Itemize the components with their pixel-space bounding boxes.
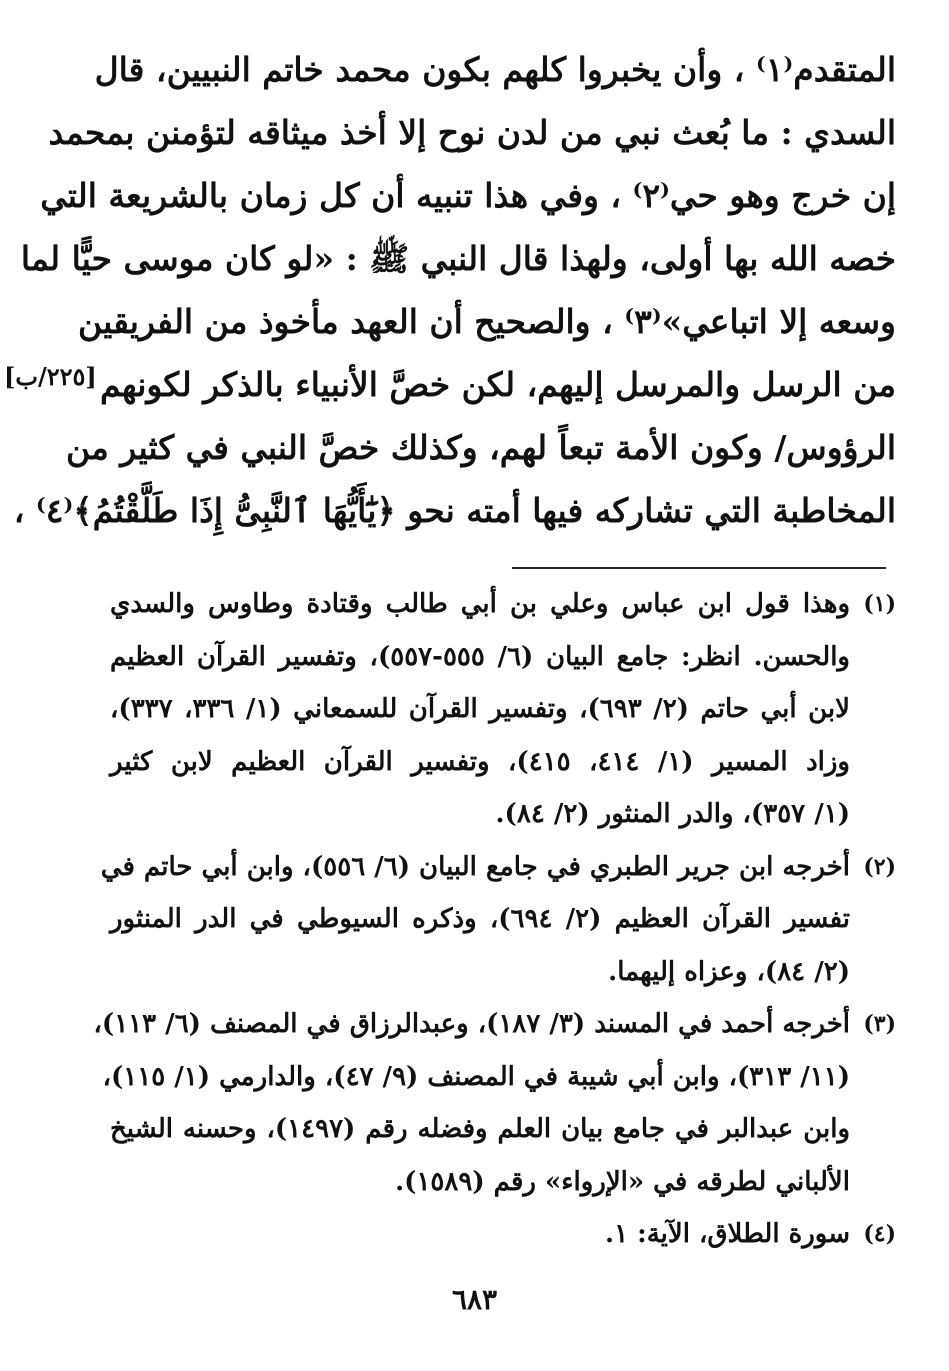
page-number: ٦٨٣ — [451, 1283, 498, 1316]
footnote-line: والحسن. انظر: جامع البيان (٦/ ٥٥٥-٥٥٧)، وتفسير القرآن العظيم — [110, 641, 850, 672]
footnote-number: (٤) — [863, 1221, 896, 1247]
footnote-line: (١/ ٣٥٧)، والدر المنثور (٢/ ٨٤). — [495, 799, 850, 829]
footnote-line: (١١/ ٣١٣)، وابن أبي شيبة في المصنف (٩/ ٤٧)، والدارمي (١/ ١١٥)، — [102, 1061, 850, 1092]
main-line: خصه الله بها أولى، ولهذا قال النبي ﷺ : «لو كان موسى حيًّا لما — [20, 239, 896, 278]
footnote-number: (١) — [863, 591, 896, 617]
footnote-line: الألباني لطرقه في «الإرواء» رقم (١٥٨٩). — [395, 1166, 850, 1197]
footnote-line: وهذا قول ابن عباس وعلي بن أبي طالب وقتادة وطاوس والسدي — [110, 589, 851, 619]
main-line: المتقدم⁽١⁾ ، وأن يخبروا كلهم بكون محمد خاتم النبيين، قال — [94, 50, 896, 89]
footnote-line: أخرجه ابن جرير الطبري في جامع البيان (٦/ ٥٥٦)، وابن أبي حاتم في — [100, 851, 850, 882]
footnote-line: وزاد المسير (١/ ٤١٤، ٤١٥)، وتفسير القرآن العظيم لابن كثير — [110, 746, 850, 777]
footnote-line: سورة الطلاق، الآية: ١. — [605, 1219, 850, 1249]
footnote-line: (٢/ ٨٤)، وعزاه إليهما. — [608, 956, 850, 987]
footnote-separator — [512, 567, 886, 569]
manuscript-folio-marker: [٢٢٥/ب] — [4, 362, 97, 391]
footnotes — [93, 578, 896, 1261]
footnote-line: وابن عبدالبر في جامع بيان العلم وفضله رقم (١٤٩٧)، وحسنه الشيخ — [110, 1114, 850, 1144]
main-line: المخاطبة التي تشاركه فيها أمته نحو ﴿يَٰٓأَيُّهَا ٱلنَّبِىُّ إِذَا طَلَّقْتُمُ﴾⁽٤⁾ ، — [13, 491, 896, 530]
footnote-1 — [110, 578, 896, 841]
footnote-number: (٣) — [863, 1011, 896, 1037]
footnote-2 — [100, 841, 896, 999]
main-line: من الرسل والمرسل إليهم، لكن خصَّ الأنبياء بالذكر لكونهم — [100, 365, 896, 404]
footnote-4 — [110, 1208, 896, 1261]
main-line: إن خرج وهو حي⁽٢⁾ ، وفي هذا تنبيه أن كل زمان بالشريعة التي — [40, 176, 896, 215]
footnote-line: أخرجه أحمد في المسند (٣/ ١٨٧)، وعبدالرزاق في المصنف (٦/ ١١٣)، — [93, 1009, 850, 1039]
main-line: السدي : ما بُعث نبي من لدن نوح إلا أخذ ميثاقه لتؤمنن بمحمد — [48, 113, 896, 152]
main-line: الرؤوس/ وكون الأمة تبعاً لهم، وكذلك خصَّ النبي في كثير من — [65, 428, 896, 467]
footnote-number: (٢) — [863, 853, 896, 880]
footnote-line: لابن أبي حاتم (٢/ ٦٩٣)، وتفسير القرآن للسمعاني (١/ ٣٣٦، ٣٣٧)، — [110, 694, 850, 724]
main-line: وسعه إلا اتباعي»⁽٣⁾ ، والصحيح أن العهد مأخوذ من الفريقين — [78, 302, 896, 341]
footnote-line: تفسير القرآن العظيم (٢/ ٦٩٤)، وذكره السيوطي في الدر المنثور — [110, 904, 850, 934]
footnote-3 — [93, 998, 896, 1208]
